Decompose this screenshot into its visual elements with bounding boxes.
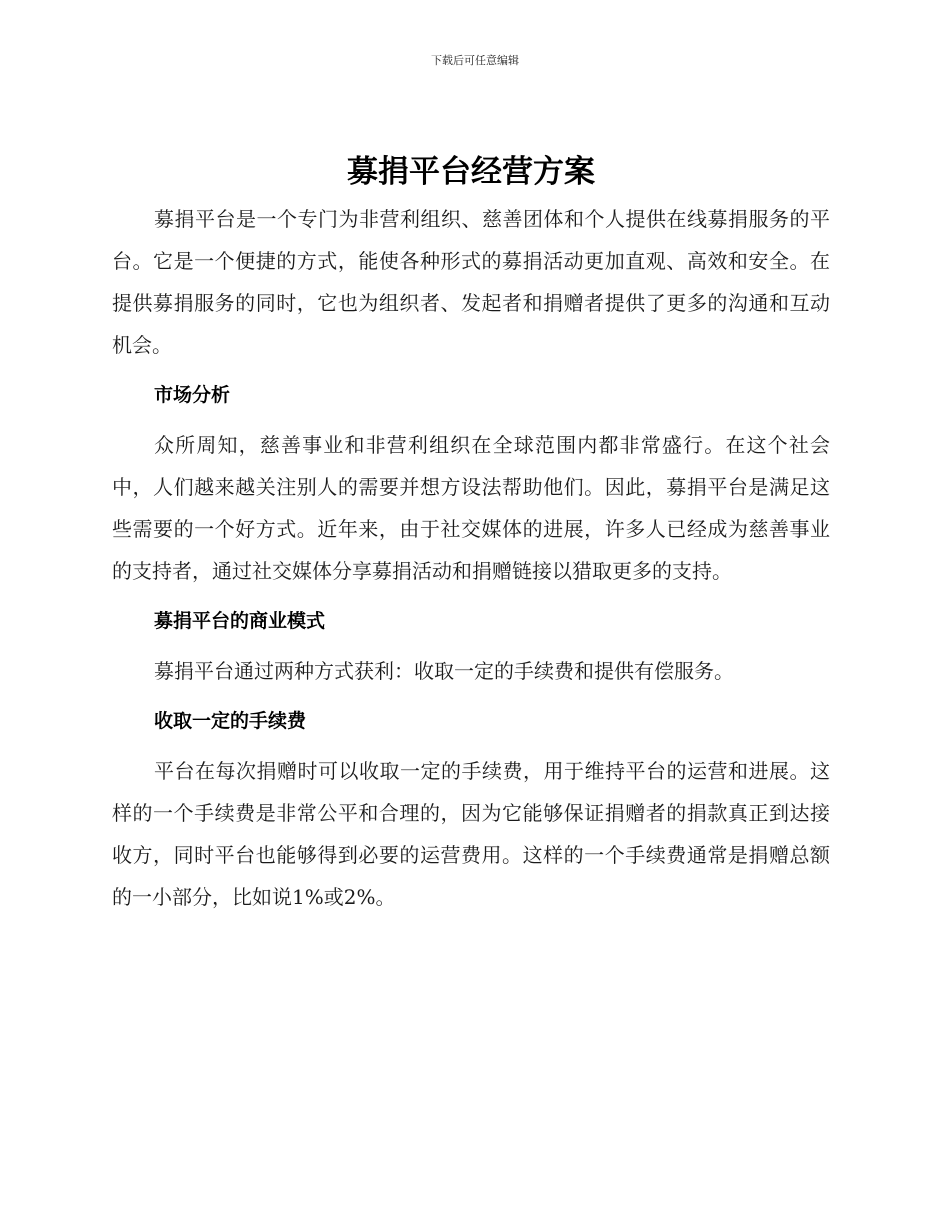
section-heading-business-model: 募捐平台的商业模式: [154, 610, 326, 632]
document-body: [112, 150, 830, 918]
section-heading-market-analysis: 市场分析: [154, 384, 231, 406]
section-body-service-fee: 平台在每次捐赠时可以收取一定的手续费，用于维持平台的运营和进展。这样的一个手续费是非常公平和合理的，因为它能够保证捐赠者的捐款真正到达接收方，同时平台也能够得到必要的运营费用。这样的一个手续费通常是捐赠总额的一小部分，比如说1%或2%。: [112, 759, 830, 909]
section-body-market-analysis: 众所周知，慈善事业和非营利组织在全球范围内都非常盛行。在这个社会中，人们越来越关注别人的需要并想方设法帮助他们。因此，募捐平台是满足这些需要的一个好方式。近年来，由于社交媒体的进展，许多人已经成为慈善事业的支持者，通过社交媒体分享募捐活动和捐赠链接以猎取更多的支持。: [112, 433, 830, 583]
document-title: 募捐平台经营方案: [347, 154, 595, 190]
intro-paragraph: 募捐平台是一个专门为非营利组织、慈善团体和个人提供在线募捐服务的平台。它是一个便捷的方式，能使各种形式的募捐活动更加直观、高效和安全。在提供募捐服务的同时，它也为组织者、发起者和捐赠者提供了更多的沟通和互动机会。: [112, 207, 830, 357]
section-body-business-model: 募捐平台通过两种方式获利：收取一定的手续费和提供有偿服务。: [154, 659, 734, 683]
section-heading-service-fee: 收取一定的手续费: [154, 710, 307, 732]
page-header-note: 下载后可任意编辑: [431, 54, 519, 67]
